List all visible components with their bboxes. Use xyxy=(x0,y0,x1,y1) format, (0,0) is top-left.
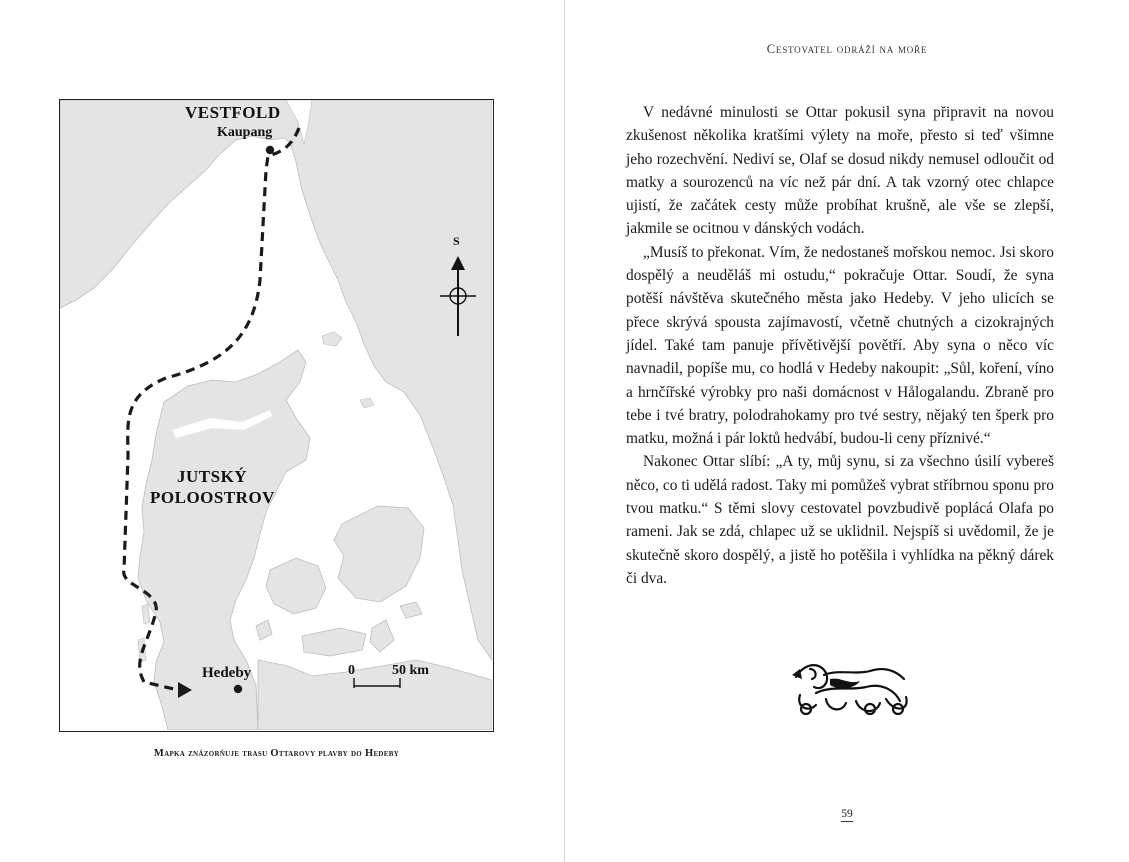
label-compass-letter: S xyxy=(453,234,460,248)
viking-beast-ornament-icon xyxy=(786,655,916,719)
page-number xyxy=(565,808,1129,820)
paragraph: V nedávné minulosti se Ottar pokusil syna připravit na novou zkušenost několika kratšími výlety na moře, přesto si teď všimne jeho rozechvění. Nediví se, Olaf se dosud nikdy nemusel odloučit od matky a sourozenců na víc než pár dní. A tak vzorný otec chlapce ujistí, že začátek cesty může probíhat krušně, ale vše se zlepší, jakmile se ocitnou v dánských vodách. xyxy=(626,104,1054,238)
map-drawing xyxy=(60,100,492,730)
label-scale-km: 50 km xyxy=(392,663,429,678)
island-anholt xyxy=(360,398,374,408)
paragraph: Nakonec Ottar slíbí: „A ty, můj synu, si za všechno úsilí vybereš něco, co ti udělá radost. Taky mi pomůžeš vybrat stříbrnou sponu pro tvou matku.“ S těmi slovy cestovatel povzbudivě poplácá Olafa po rameni. Jak se zdá, chlapec už se uklidnil. Nejspíš si uvědomil, že je skutečně skoro dospělý, a jistě ho potěšila i vyhlídka na pěkný dárek či dva. xyxy=(626,453,1054,587)
island-funen xyxy=(266,558,326,614)
island-romo xyxy=(142,604,150,624)
island-falster xyxy=(370,620,394,652)
running-head: Cestovatel odráží na moře xyxy=(766,42,928,56)
hedeby-dot xyxy=(234,685,242,693)
kaupang-dot xyxy=(266,146,274,154)
right-page xyxy=(565,0,1129,862)
label-scale-zero: 0 xyxy=(348,663,355,678)
island-mon xyxy=(400,602,422,618)
route-map xyxy=(59,99,494,732)
label-jutland-2: POLOOSTROV xyxy=(150,488,275,507)
island-zealand xyxy=(334,506,424,602)
label-hedeby: Hedeby xyxy=(202,665,252,681)
island-laeso xyxy=(322,332,342,346)
germany-land xyxy=(258,660,492,730)
island-als xyxy=(256,620,272,640)
paragraph: „Musíš to překonat. Vím, že nedostaneš mořskou nemoc. Jsi skoro dospělý a neuděláš mi ostudu,“ pokračuje Ottar. Soudí, že syna potěší návštěva skutečného města jako Hedeby. V jeho ulicích se přece skrývá spousta zajímavostí, včetně chutných a cizokrajných jídel. Také tam panuje přívětivější povětří. Aby syna o něco víc navnadil, popíše mu, co hodlá v Hedeby nakoupit: „Sůl, koření, víno a hrnčířské výrobky pro naši domácnost v Hålogalandu. Zbraně pro tebe i tvé bratry, polodrahokamy pro tvé sestry, nějaký ten šperk pro matku, možná i pár loktů hedvábí, budou-li ceny příznivé.“ xyxy=(626,243,1054,448)
label-vestfold: VESTFOLD xyxy=(185,103,281,122)
island-lolland xyxy=(302,628,366,656)
page-number-text: 59 xyxy=(841,808,853,820)
map-caption: Mapka znázorňuje trasu Ottarovy plavby do Hedeby xyxy=(153,748,400,759)
label-kaupang: Kaupang xyxy=(217,125,273,140)
label-jutland-1: JUTSKÝ xyxy=(177,467,248,486)
body-text xyxy=(626,101,1054,590)
